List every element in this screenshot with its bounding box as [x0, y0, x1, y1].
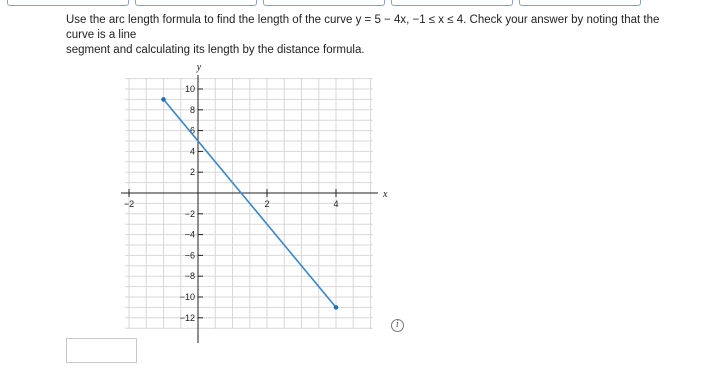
question-line-2: segment and calculating its length by the distance formula.: [66, 44, 365, 56]
answer-input[interactable]: [66, 338, 137, 363]
y-tick-label: 2: [189, 167, 195, 178]
y-tick-label: −2: [184, 208, 195, 219]
y-tick-label: 8: [189, 104, 195, 115]
y-tick-label: −4: [184, 229, 195, 240]
x-tick-label: 2: [264, 199, 270, 209]
segment-start-point: [161, 97, 166, 102]
x-tick-label: 4: [333, 199, 339, 209]
y-tick-label: −6: [184, 250, 195, 261]
y-tick-label: 10: [184, 84, 195, 94]
segment-end-point: [334, 305, 339, 310]
y-tick-label: −12: [179, 312, 195, 323]
y-tick-label: −10: [179, 292, 195, 302]
x-axis-label: x: [383, 189, 388, 200]
y-tick-label: 6: [189, 125, 195, 136]
y-tick-label: 4: [189, 146, 195, 157]
y-tick-label: −8: [184, 271, 195, 282]
x-tick-label: −2: [123, 199, 135, 209]
y-axis-label: y: [196, 62, 202, 73]
info-icon[interactable]: i: [391, 319, 404, 332]
question-line-1: Use the arc length formula to find the length of the curve y = 5 − 4x, −1 ≤ x ≤ 4. Check your answer by noting that the curve is a line: [66, 14, 660, 41]
